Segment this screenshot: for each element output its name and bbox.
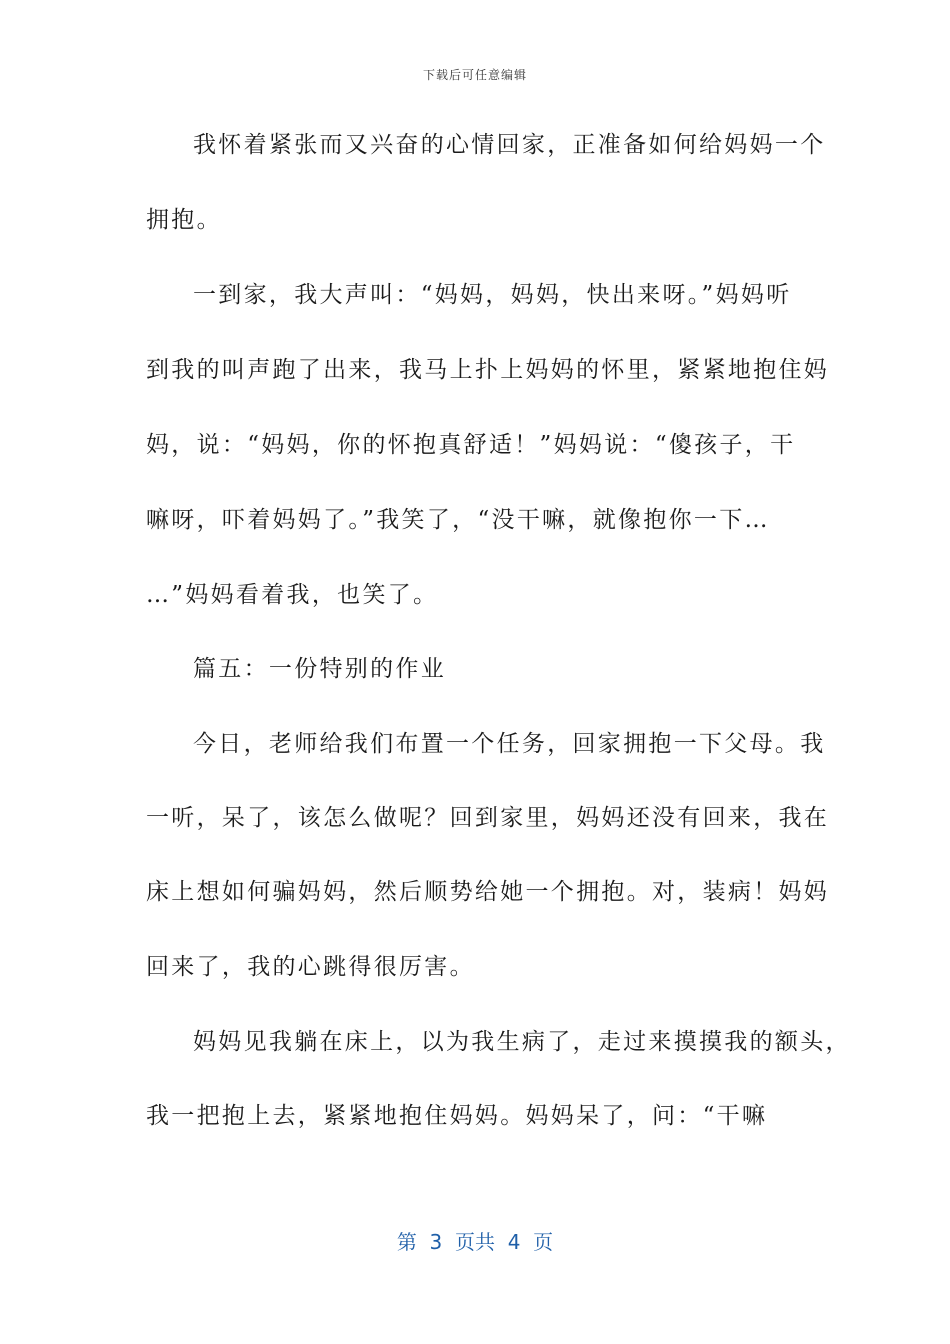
paragraph-line: 我一把抱上去，紧紧地抱住妈妈。妈妈呆了，问：“干嘛 <box>146 1103 768 1129</box>
page-header: 下载后可任意编辑 <box>422 68 527 82</box>
paragraph-line: 妈妈见我躺在床上，以为我生病了，走过来摸摸我的额头， <box>193 1029 851 1055</box>
paragraph-line: 嘛呀，吓着妈妈了。”我笑了，“没干嘛，就像抱你一下… <box>146 507 770 533</box>
paragraph-line: 一听，呆了，该怎么做呢？回到家里，妈妈还没有回来，我在 <box>146 805 830 831</box>
paragraph-line: 我怀着紧张而又兴奋的心情回家，正准备如何给妈妈一个 <box>193 132 826 158</box>
paragraph-line: 一到家，我大声叫：“妈妈，妈妈，快出来呀。”妈妈听 <box>193 282 792 308</box>
page-number-footer: 第 3 页共 4 页 <box>396 1230 554 1254</box>
paragraph-line: 拥抱。 <box>146 207 222 233</box>
paragraph-line: …”妈妈看着我，也笑了。 <box>146 582 439 608</box>
paragraph-line: 今日，老师给我们布置一个任务，回家拥抱一下父母。我 <box>193 731 826 757</box>
paragraph-line: 回来了，我的心跳得很厉害。 <box>146 954 475 980</box>
paragraph-line: 床上想如何骗妈妈，然后顺势给她一个拥抱。对，装病！妈妈 <box>146 879 830 905</box>
section-heading: 篇五：一份特别的作业 <box>193 656 446 682</box>
paragraph-line: 妈，说：“妈妈，你的怀抱真舒适！”妈妈说：“傻孩子，干 <box>146 432 796 458</box>
paragraph-line: 到我的叫声跑了出来，我马上扑上妈妈的怀里，紧紧地抱住妈 <box>146 357 830 383</box>
